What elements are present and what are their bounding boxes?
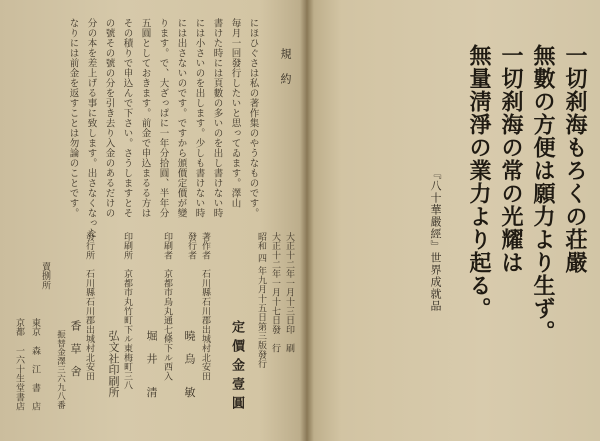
rules-line: その積りで申込んで下さい。さうしますとそ (121, 18, 133, 218)
author-address: 著作者 石川縣石川郡出城村北安田 (200, 232, 210, 381)
seller-label: 賣捌所 (40, 262, 50, 290)
rules-line: の號その號の分を引き去り入金のあるだけの (103, 18, 115, 218)
printer-address: 印刷者 京都市烏丸通七條下ル西入 (162, 232, 172, 381)
book-gutter (300, 0, 314, 441)
epigraph-line: 一切刹海の常の光耀は (498, 44, 524, 274)
rules-line: 分の本を差上げる事に致します。出さなくなった (85, 18, 97, 238)
publisher-address: 發行所 石川縣石川郡出城村北安田 (84, 232, 94, 381)
rules-line: 毎月一回發行したいと思ってゐます。澤山 (229, 18, 241, 208)
rules-line: 五圓としておきます。前金で申込まるる方は (139, 18, 151, 218)
printshop-address: 印刷所 京都市丸竹町下ル東梅町三八 (122, 232, 132, 391)
third-edition-date: 昭和 四 年九月十五日第三版發行 (256, 232, 266, 369)
publisher-person-label: 發行者 (186, 232, 196, 260)
rules-line: には小さいのを出します。少しも書けない時 (193, 18, 205, 218)
epigraph-line: 無數の方便は願力より生ず。 (530, 44, 556, 343)
author-name: 曉 烏 敏 (183, 330, 196, 398)
rules-line: には出さないのです。ですから頒價定價が變 (175, 18, 187, 218)
seller-tokyo: 東京 森 江 書 店 (30, 318, 40, 411)
rules-line: ります。で、大ざっぱに一年分拾圓、半年分 (157, 18, 169, 218)
printshop-name: 弘文社印刷所 (107, 330, 120, 398)
epigraph-line: 無量淸淨の業力より起る。 (466, 44, 492, 320)
rules-title: 規約 (279, 48, 292, 98)
publisher-name: 香 草 舍 (69, 320, 82, 377)
right-page (306, 0, 600, 441)
epigraph-line: 一切刹海もろくの荘嚴 (562, 44, 588, 274)
publish-date: 大正十二年一月十七日發 行 (270, 232, 280, 353)
publisher-account: 振替金澤三六九八番 (55, 330, 66, 410)
rules-line: 書けた時には頁數の多いのを出し書けない時 (211, 18, 223, 218)
rules-line: にほひぐさは私の著作集のやうなものです。 (247, 18, 259, 218)
rules-line: なりには前金を返すことは勿論のことです。 (67, 18, 79, 218)
price: 定價金壹圓 (229, 320, 244, 415)
printer-name: 堀 井 清 (145, 330, 158, 398)
print-date: 大正十二年一月十三日印 刷 (284, 232, 294, 353)
seller-kyoto: 京都 一六十生堂書店 (14, 318, 24, 411)
epigraph-source: 『八十華嚴經』世界成就品 (429, 168, 442, 312)
